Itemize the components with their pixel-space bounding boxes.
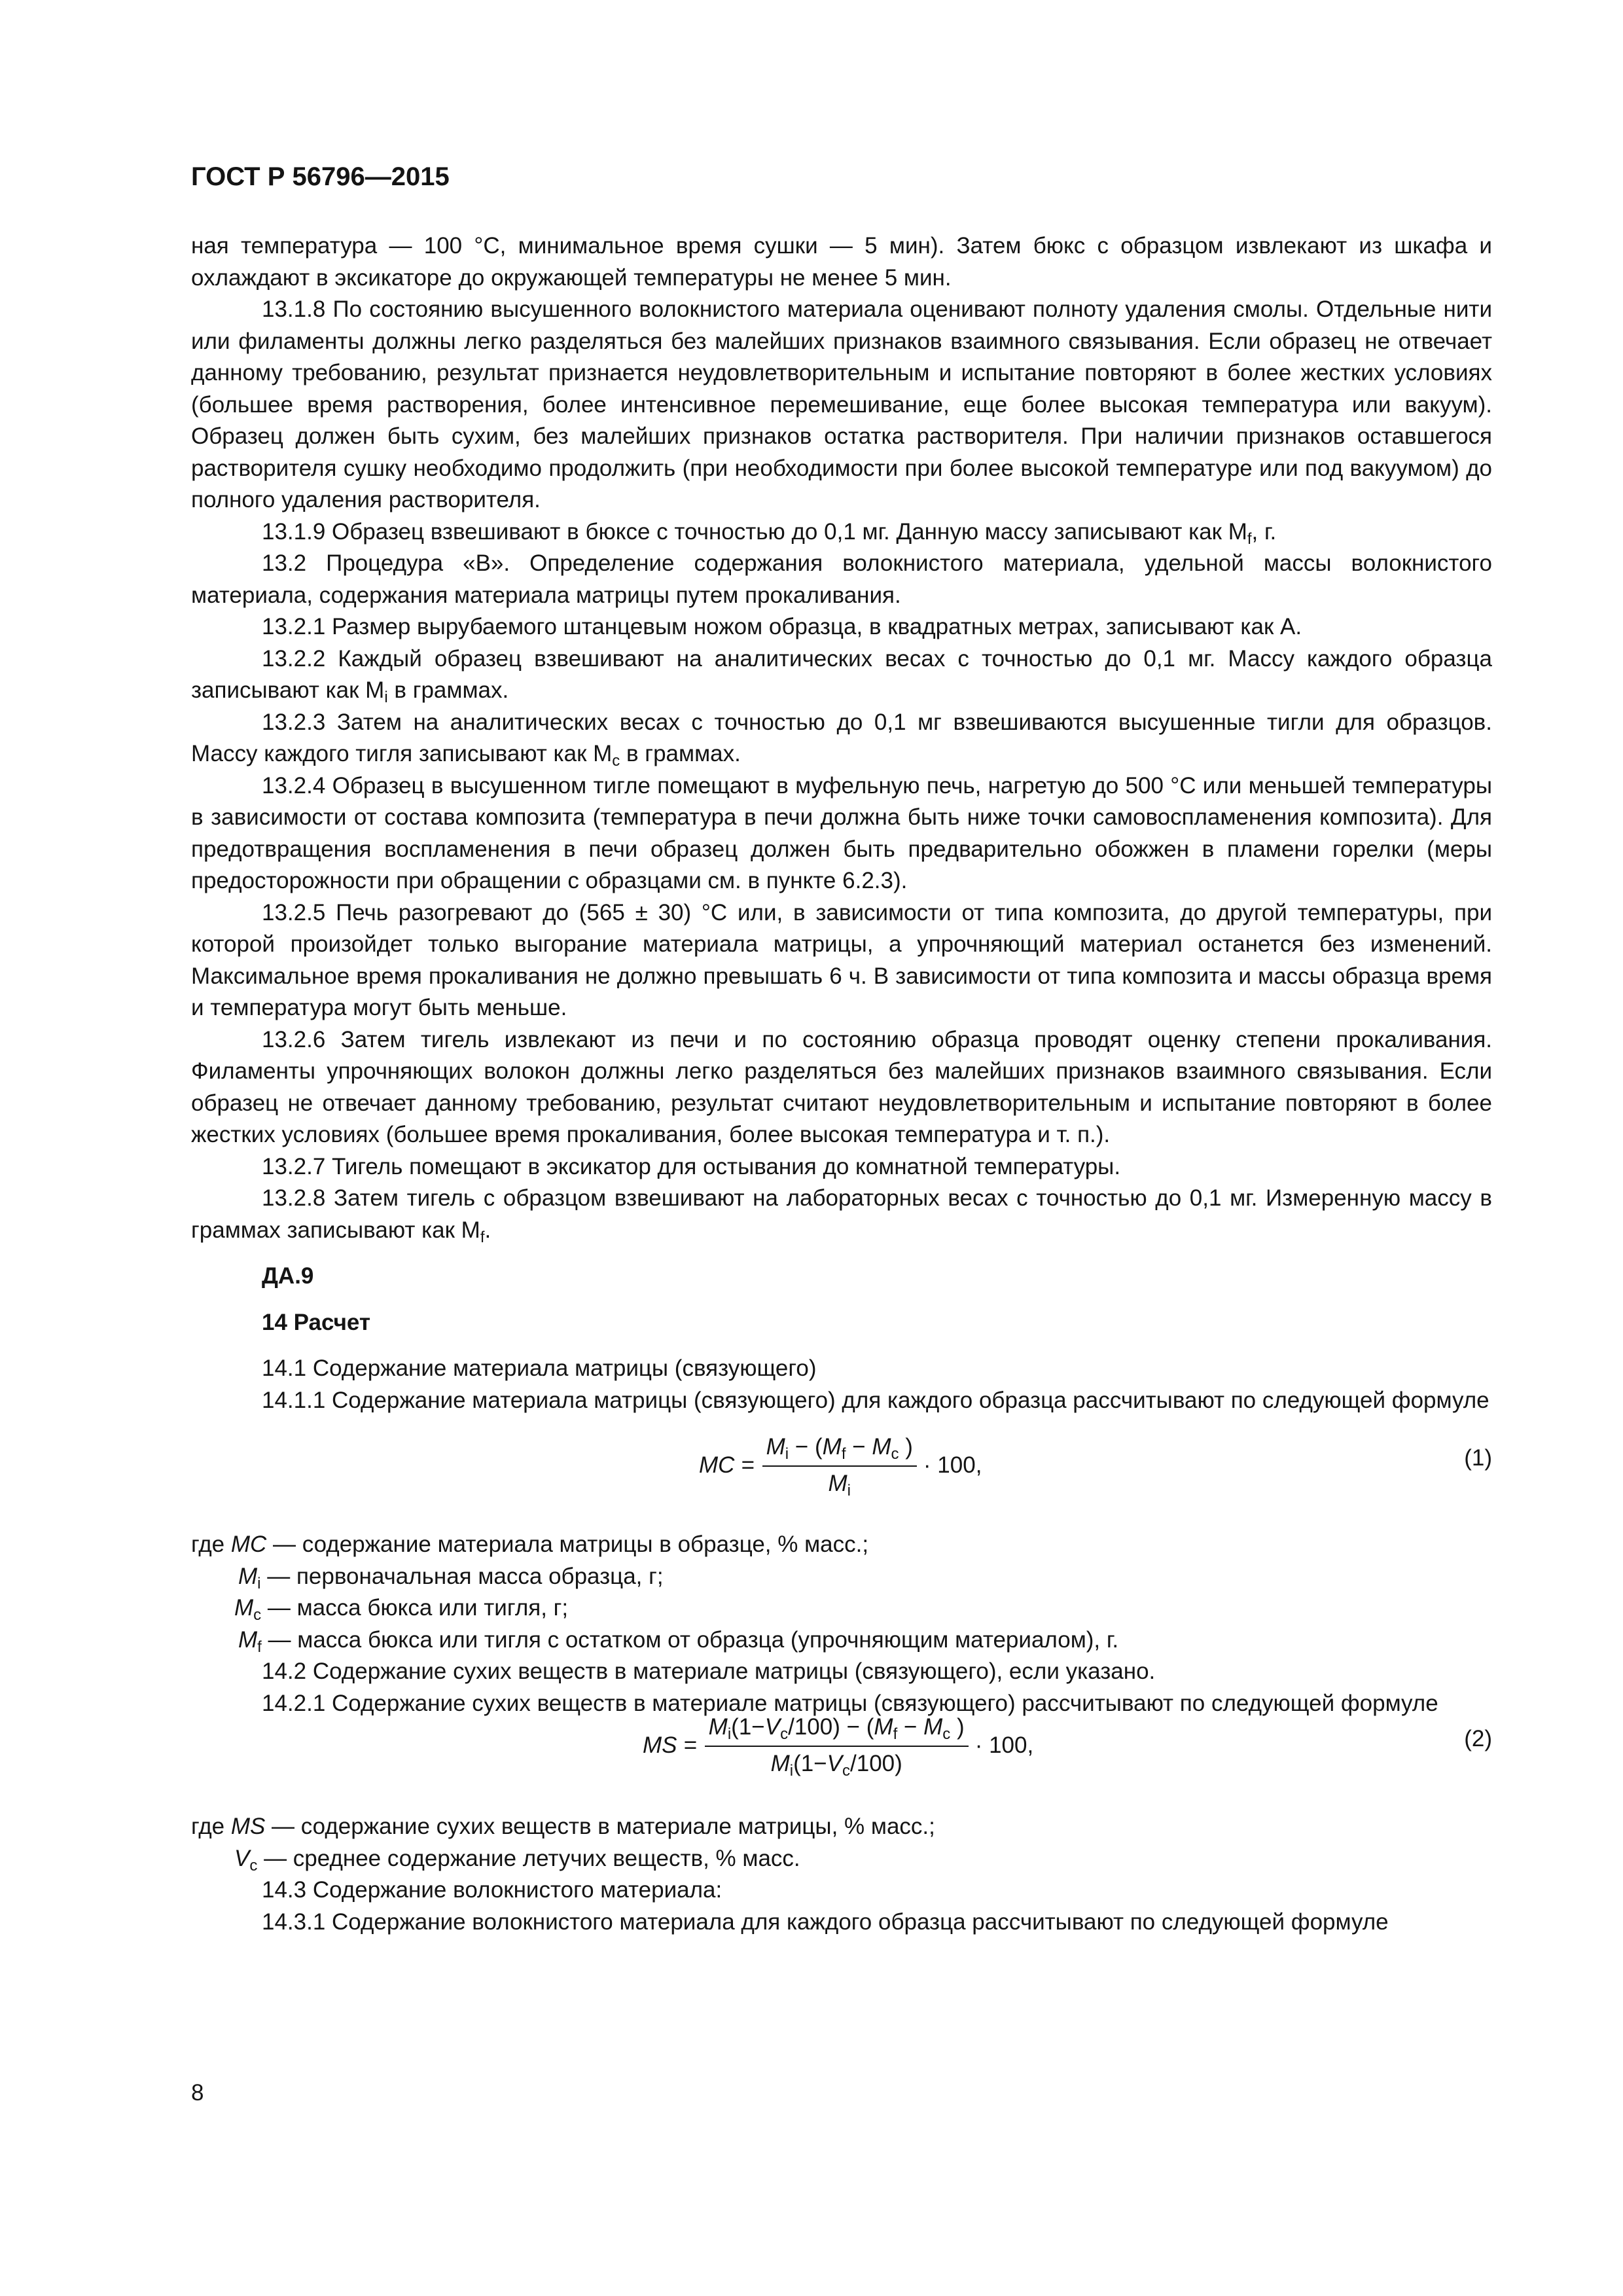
formula-2-numerator: $M_i(1-V_c/100) - (M_f - M_c$ )	[705, 1712, 969, 1748]
formula-2-lhs: MS =	[643, 1732, 697, 1758]
paragraph-14-2: 14.2 Содержание сухих веществ в материале матрицы (связующего), если указано.	[262, 1659, 1156, 1684]
paragraph-14-3: 14.3 Содержание волокнистого материала:	[262, 1877, 722, 1903]
paragraph-13-1-8: 13.1.8 По состоянию высушенного волокнистого материала оценивают полноту удаления смолы. Отдельные нити или филаменты должны легко разделяться без малейших признаков взаимного связывания. Если образец не отвечает данному требованию, результат признается неудовлетворительным и испытание повторяют в более жестких условиях (большее время растворения, более интенсивное перемешивание, еще более высокая температура или вакуум). Образец должен быть сухим, без малейших признаков остатка растворителя. При наличии признаков оставшегося растворителя сушку необходимо продолжить (при необходимости при более высокой температуре или под вакуумом) до полного удаления растворителя.	[191, 296, 1492, 512]
formula-1-number: (1)	[1464, 1445, 1492, 1471]
paragraph-13-1-9: 13.1.9 Образец взвешивают в бюксе с точностью до 0,1 мг. Данную массу записывают как $M_f$, г.	[262, 518, 1277, 548]
paragraph-13-2: 13.2 Процедура «В». Определение содержания волокнистого материала, удельной массы волокнистого материала, содержания материала матрицы путем прокаливания.	[191, 550, 1492, 608]
formula-2	[191, 1706, 1492, 1785]
paragraph-13-2-1: 13.2.1 Размер вырубаемого штанцевым ножом образца, в квадратных метрах, записывают как А.	[262, 614, 1302, 639]
section-heading-14: 14 Расчет	[262, 1309, 371, 1335]
formula-1-numerator: $M_i - (M_f - M_c$ )	[762, 1431, 917, 1467]
formula-1	[191, 1416, 1492, 1515]
paragraph: ная температура — 100 °С, минимальное время сушки — 5 мин). Затем бюкс с образцом извлекают из шкафа и охлаждают в эксикаторе до окружающей температуры не менее 5 мин.	[191, 233, 1492, 291]
section-heading-da9: ДА.9	[262, 1263, 314, 1289]
legend-row: $V_c$ — среднее содержание летучих веществ, % масс.	[234, 1845, 800, 1874]
document-header: ГОСТ Р 56796—2015	[191, 162, 450, 191]
document-body	[191, 230, 1492, 1938]
legend-row: $M_c$ — масса бюкса или тигля, г;	[234, 1595, 569, 1624]
paragraph-13-2-3: 13.2.3 Затем на аналитических весах с точностью до 0,1 мг взвешиваются высушенные тигли для образцов. Массу каждого тигля записывают как $M_c$ в граммах.	[191, 709, 1492, 770]
paragraph-13-2-6: 13.2.6 Затем тигель извлекают из печи и по состоянию образца проводят оценку степени прокаливания. Филаменты упрочняющих волокон должны легко разделяться без малейших признаков взаимного связывания. Если образец не отвечает данному требованию, результат считают неудовлетворительным и испытание повторяют в более жестких условиях (большее время прокаливания, более высокая температура и т. п.).	[191, 1026, 1492, 1147]
formula-1-lhs: MC =	[699, 1452, 755, 1478]
legend-row: где MS — содержание сухих веществ в материале матрицы, % масс.;	[191, 1814, 935, 1839]
legend-row: где MC — содержание материала матрицы в образце, % масс.;	[191, 1532, 869, 1557]
legend-row: $M_i$ — первоначальная масса образца, г;	[238, 1563, 664, 1592]
formula-1-multiplier: · 100,	[923, 1452, 982, 1478]
formula-2-number: (2)	[1464, 1726, 1492, 1751]
formula-2-denominator: $M_i(1-V_c/100)$	[770, 1751, 902, 1780]
formula-2-multiplier: · 100,	[974, 1732, 1034, 1758]
paragraph-14-1-1: 14.1.1 Содержание материала матрицы (связующего) для каждого образца рассчитывают по следующей формуле	[262, 1387, 1489, 1413]
paragraph-14-1: 14.1 Содержание материала матрицы (связующего)	[262, 1355, 817, 1381]
paragraph-13-2-7: 13.2.7 Тигель помещают в эксикатор для остывания до комнатной температуры.	[262, 1153, 1121, 1179]
formula-1-fraction	[762, 1431, 917, 1500]
paragraph-13-2-8: 13.2.8 Затем тигель с образцом взвешивают на лабораторных весах с точностью до 0,1 мг. Измеренную массу в граммах записывают как $M_f$.	[191, 1185, 1492, 1246]
paragraph-13-2-5: 13.2.5 Печь разогревают до (565 ± 30) °С или, в зависимости от типа композита, до другой температуры, при которой произойдет только выгорание материала матрицы, а упрочняющий материал останется без изменений. Максимальное время прокаливания не должно превышать 6 ч. В зависимости от типа композита и массы образца время и температура могут быть меньше.	[191, 899, 1492, 1020]
formula-1-denominator: $M_i$	[828, 1471, 851, 1499]
paragraph-13-2-2: 13.2.2 Каждый образец взвешивают на аналитических весах с точностью до 0,1 мг. Массу каждого образца записывают как $M_i$ в граммах.	[191, 645, 1492, 706]
paragraph-14-3-1: 14.3.1 Содержание волокнистого материала для каждого образца рассчитывают по следующей формуле	[262, 1909, 1389, 1935]
formula-2-fraction	[705, 1712, 969, 1780]
page-number: 8	[191, 2080, 204, 2106]
legend-row: $M_f$ — масса бюкса или тигля с остатком от образца (упрочняющим материалом), г.	[238, 1626, 1119, 1656]
paragraph-13-2-4: 13.2.4 Образец в высушенном тигле помещают в муфельную печь, нагретую до 500 °С или меньшей температуры в зависимости от состава композита (температура в печи должна быть ниже точки самовоспламенения композита). Для предотвращения воспламенения в печи образец должен быть предварительно обожжен в пламени горелки (меры предосторожности при обращении с образцами см. в пункте 6.2.3).	[191, 772, 1492, 893]
paragraph-14-2-1: 14.2.1 Содержание сухих веществ в материале матрицы (связующего) рассчитывают по следующей формуле	[262, 1690, 1438, 1716]
